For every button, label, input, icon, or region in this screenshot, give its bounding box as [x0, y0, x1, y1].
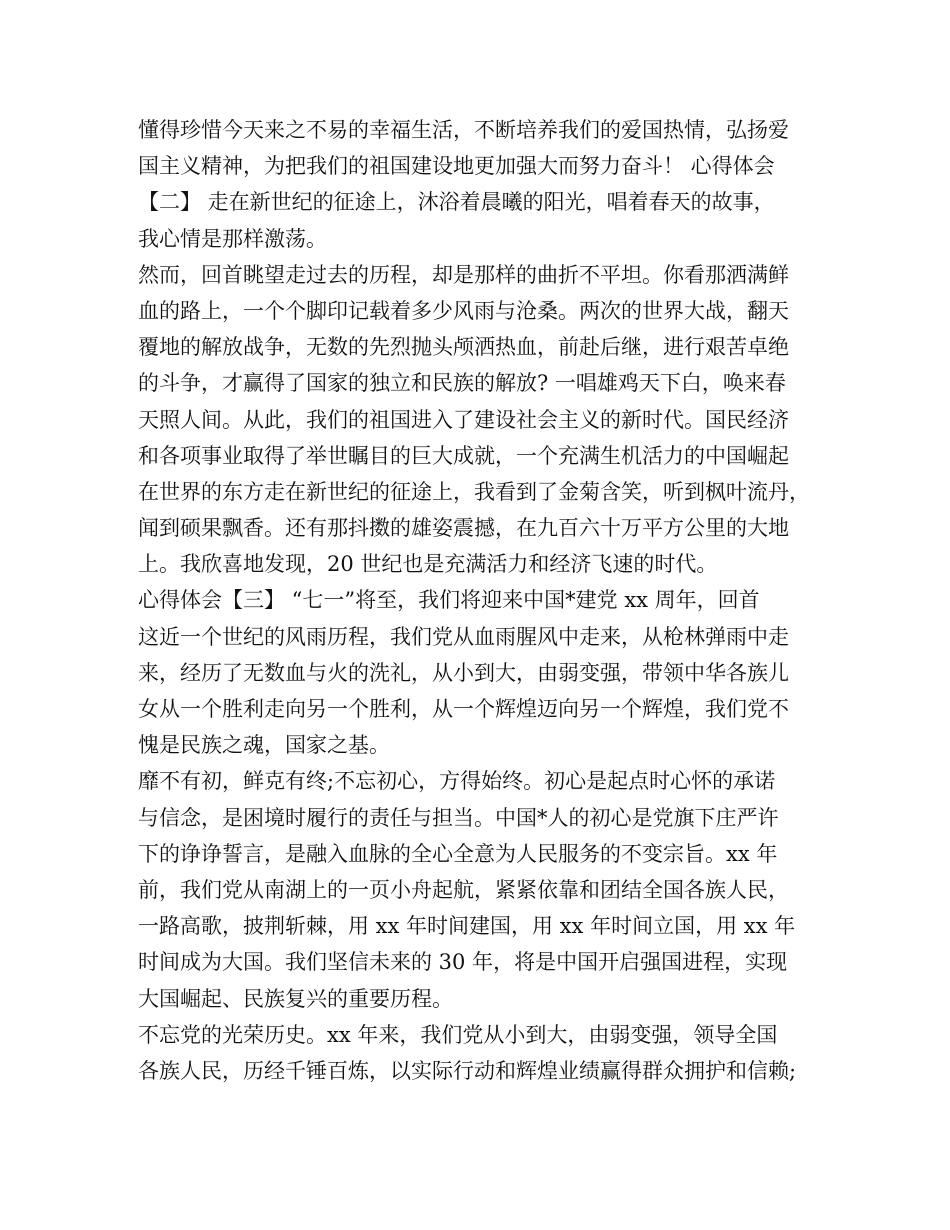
text-line: 这近一个世纪的风雨历程，我们党从血雨腥风中走来，从枪林弹雨中走	[138, 624, 789, 649]
text-line: 大国崛起、民族复兴的重要历程。	[138, 986, 453, 1011]
text-line: 靡不有初，鲜克有终;不忘初心，方得始终。初心是起点时心怀的承诺	[138, 769, 776, 794]
text-line: 愧是民族之魂，国家之基。	[138, 733, 390, 758]
text-line: 下的诤诤誓言，是融入血脉的全心全意为人民服务的不变宗旨。xx 年	[138, 841, 778, 866]
text-line: 一路高歌，披荆斩棘，用 xx 年时间建国，用 xx 年时间立国，用 xx 年	[138, 914, 796, 939]
text-line: 上。我欣喜地发现，20 世纪也是充满活力和经济飞速的时代。	[138, 552, 718, 577]
text-line: 懂得珍惜今天来之不易的幸福生活，不断培养我们的爱国热情，弘扬爱	[138, 118, 789, 142]
text-line: 血的路上，一个个脚印记载着多少风雨与沧桑。两次的世界大战，翻天	[138, 298, 789, 323]
text-line: 心得体会【三】 “七一”将至，我们将迎来中国*建党 xx 周年，回首	[138, 588, 760, 613]
text-line: 时间成为大国。我们坚信未来的 30 年，将是中国开启强国进程，实现	[138, 950, 788, 975]
text-line: 女从一个胜利走向另一个胜利，从一个辉煌迈向另一个辉煌，我们党不	[138, 697, 789, 721]
text-line: 【二】 走在新世纪的征途上，沐浴着晨曦的阳光，唱着春天的故事，	[138, 190, 775, 215]
text-line: 来，经历了无数血与火的洗礼，从小到大，由弱变强，带领中华各族儿	[138, 660, 789, 685]
text-line: 覆地的解放战争，无数的先烈抛头颅洒热血，前赴后继，进行艰苦卓绝	[138, 335, 789, 360]
text-line: 和各项事业取得了举世瞩目的巨大成就，一个充满生机活力的中国崛起	[138, 443, 789, 468]
document-body	[138, 112, 828, 1089]
text-line: 国主义精神，为把我们的祖国建设地更加强大而努力奋斗！ 心得体会	[138, 154, 775, 179]
text-line: 天照人间。从此，我们的祖国进入了建设社会主义的新时代。国民经济	[138, 407, 789, 432]
text-line: 不忘党的光荣历史。xx 年来，我们党从小到大，由弱变强，领导全国	[138, 1022, 778, 1047]
text-line: 前，我们党从南湖上的一页小舟起航，紧紧依靠和团结全国各族人民，	[138, 877, 789, 902]
text-line: 在世界的东方走在新世纪的征途上，我看到了金菊含笑，听到枫叶流丹，	[138, 479, 810, 504]
text-line: 的斗争，才赢得了国家的独立和民族的解放? 一唱雄鸡天下白，唤来春	[138, 371, 786, 396]
text-line: 然而，回首眺望走过去的历程，却是那样的曲折不平坦。你看那洒满鲜	[138, 262, 789, 287]
text-line: 与信念，是困境时履行的责任与担当。中国*人的初心是党旗下庄严许	[138, 805, 779, 830]
text-line: 我心情是那样激荡。	[138, 226, 327, 251]
text-line: 各族人民，历经千锤百炼，以实际行动和辉煌业绩赢得群众拥护和信赖;	[138, 1058, 797, 1083]
text-line: 闻到硕果飘香。还有那抖擞的雄姿震撼，在九百六十万平方公里的大地	[138, 516, 789, 541]
